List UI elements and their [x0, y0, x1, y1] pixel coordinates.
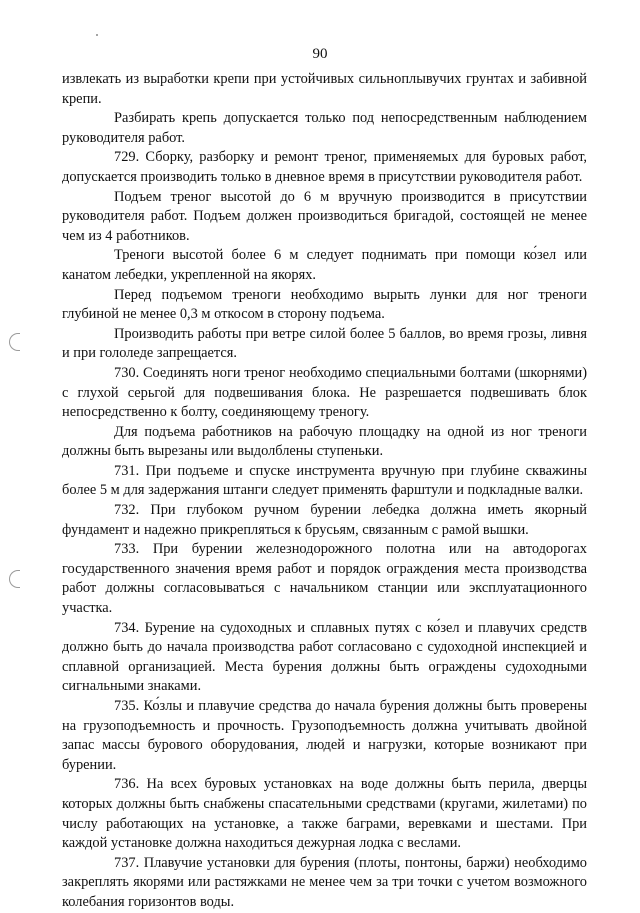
paragraph-730: 730. Соединять ноги треног необходимо специальными болтами (шкорнями) с глухой серьгой для подвешивания блока. Не разрешается подвешивать блок непосредственно к болту, соединяющему треногу. [62, 364, 587, 421]
paragraph-733: 733. При бурении железнодорожного полотна или на автодорогах государственного значения время работ и порядок ограждения места производства работ должны согласовываться с начальником станции или эксплуатационного участка. [62, 541, 587, 617]
paragraph-731: 731. При подъеме и спуске инструмента вручную при глубине скважины более 5 м для задержания штанги следует применять фарштули и подкладные валки. [62, 462, 587, 499]
paragraph-729: 729. Сборку, разборку и ремонт треног, применяемых для буровых работ, допускается производить только в дневное время в присутствии руководителя работ. [62, 149, 587, 185]
paragraph-4: Подъем треног высотой до 6 м вручную производится в присутствии руководителя работ. Подъем должен производиться бригадой, состоящей не менее чем из 4 работников. [62, 188, 587, 244]
paragraph-2: Разбирать крепь допускается только под непосредственным наблюдением руководителя работ. [62, 110, 587, 146]
paragraph-1: извлекать из выработки крепи при устойчивых сильноплывучих грунтах и забивной крепи. [62, 71, 587, 107]
punch-hole-mark-lower [9, 570, 20, 588]
paragraph-732: 732. При глубоком ручном бурении лебедка должна иметь якорный фундамент и надежно прикрепляться к брусьям, связанным с рамой вышки. [62, 502, 587, 538]
paragraph-6: Перед подъемом треноги необходимо вырыть лунки для ног треноги глубиной не менее 0,3 м откосом в сторону подъема. [62, 286, 587, 323]
paragraph-735: 735. Ко́злы и плавучие средства до начала бурения должны быть проверены на грузоподъемность и прочность. Грузоподъемность должна учитывать двойной запас массы бурового оборудования, людей и нагрузки, которые возникают при бурении. [62, 698, 587, 773]
paragraph-734: 734. Бурение на судоходных и сплавных путях с ко́зел и плавучих средств должно быть до начала производства работ согласовано с судоходной инспекцией и сплавной организацией. Места бурения должны быть ограждены судоходными сигнальными знаками. [62, 619, 587, 695]
paragraph-7: Производить работы при ветре силой более 5 баллов, во время грозы, ливня и при гололеде запрещается. [62, 325, 587, 362]
document-body [62, 70, 587, 913]
paragraph-737: 737. Плавучие установки для бурения (плоты, понтоны, баржи) необходимо закреплять якорями или растяжками не менее чем за три точки с учетом возможного колебания горизонтов воды. [62, 854, 587, 910]
page-number: 90 [312, 46, 328, 62]
paragraph-9: Для подъема работников на рабочую площадку на одной из ног треноги должны быть вырезаны или выдолблены ступеньки. [62, 423, 587, 460]
punch-hole-mark-upper [9, 333, 20, 351]
scan-speck [96, 34, 98, 36]
paragraph-5: Треноги высотой более 6 м следует поднимать при помощи ко́зел или канатом лебедки, укрепленной на якорях. [62, 247, 587, 283]
paragraph-736: 736. На всех буровых установках на воде должны быть перила, дверцы которых должны быть снабжены спасательными средствами (кругами, жилетами) по числу работающих на установке, а также баграми, веревками и шестами. При каждой установке должна находиться дежурная лодка с веслами. [62, 776, 587, 852]
